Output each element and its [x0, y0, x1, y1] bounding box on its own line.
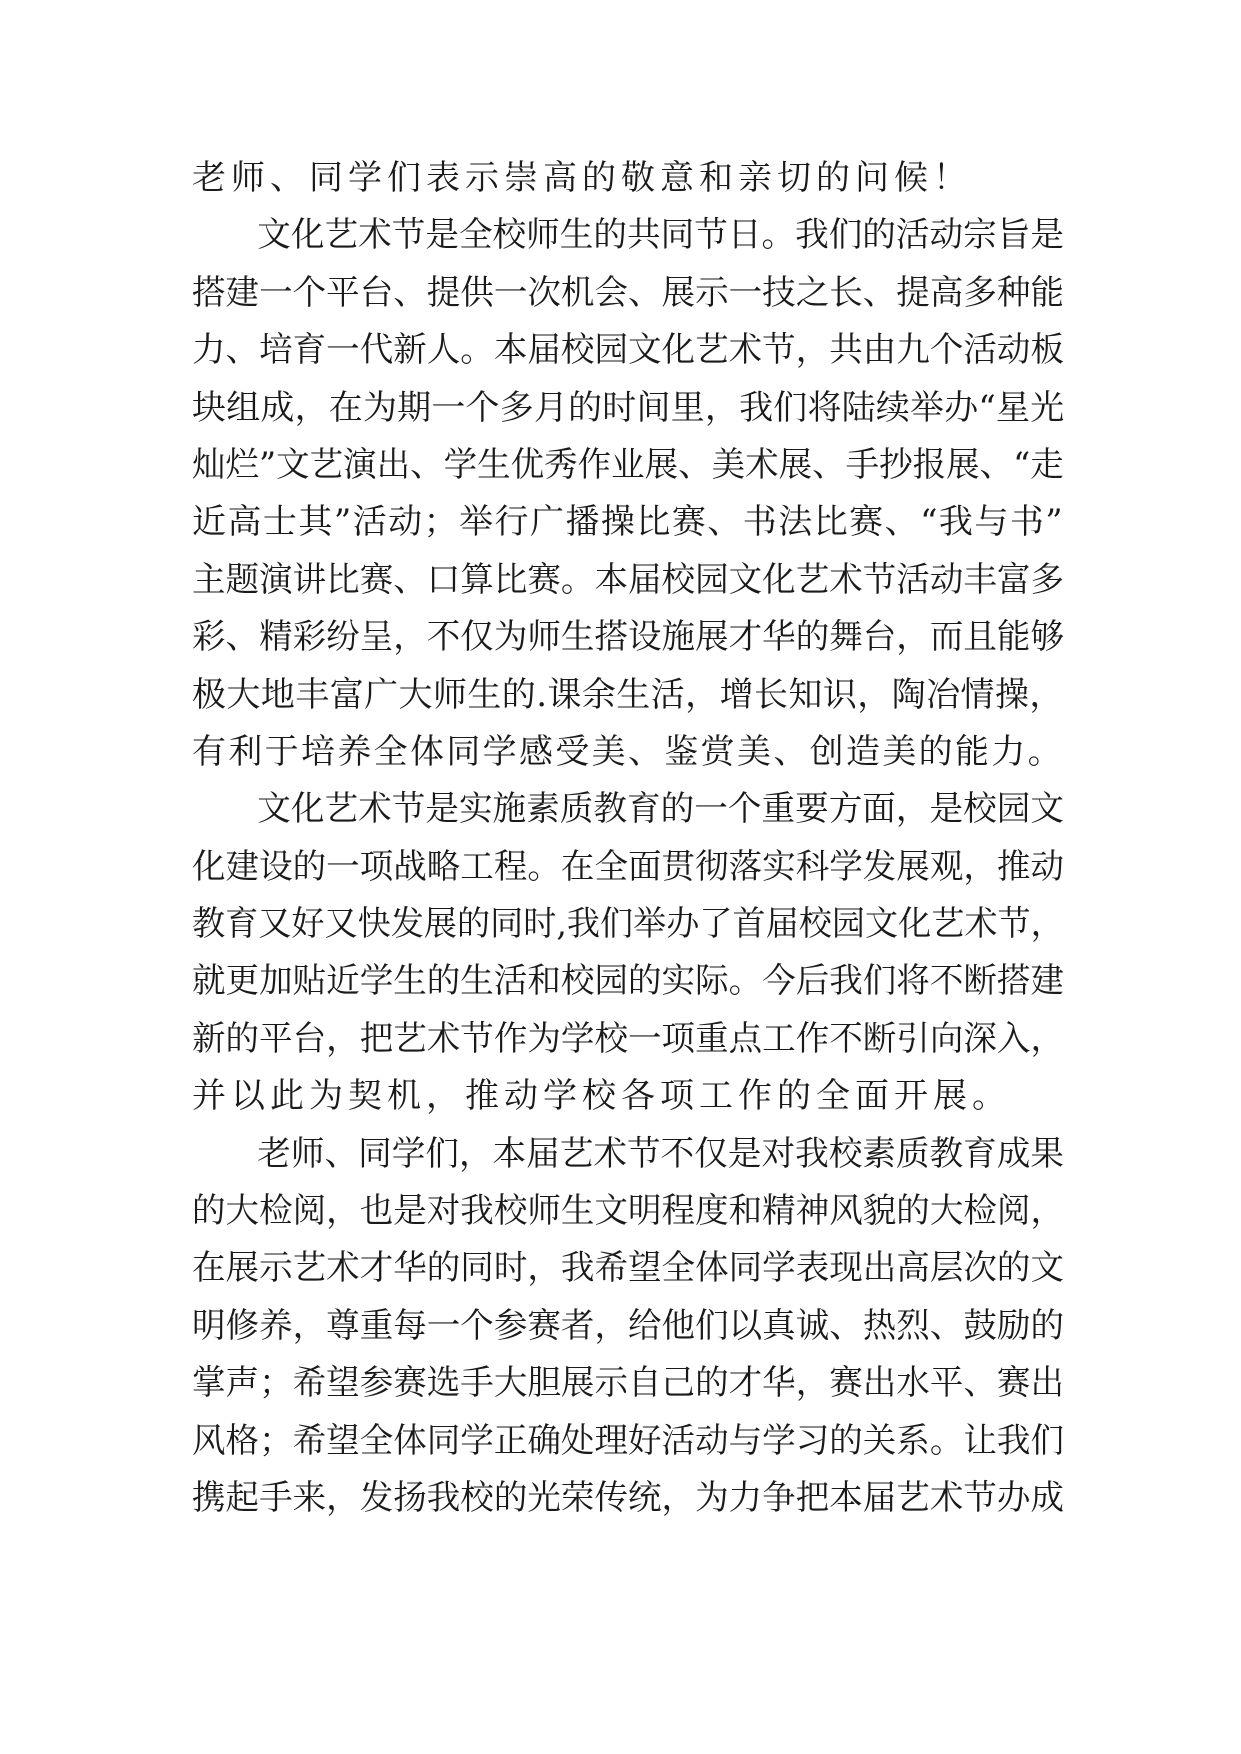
text-line: 新的平台，把艺术节作为学校一项重点工作不断引向深入， [192, 1018, 1064, 1059]
text-line: 就更加贴近学生的生活和校园的实际。今后我们将不断搭建 [192, 961, 1064, 1002]
text-line: 块组成，在为期一个多月的时间里，我们将陆续举办“星光 [192, 387, 1065, 428]
text-line: 化建设的一项战略工程。在全面贯彻落实科学发展观，推动 [192, 846, 1064, 887]
paragraph-first-line: 文化艺术节是全校师生的共同节日。我们的活动宗旨是 [257, 215, 1064, 256]
text-line: 灿烂”文艺演出、学生优秀作业展、美术展、手抄报展、“走 [192, 444, 1064, 485]
text-line: 掌声；希望参赛选手大胆展示自己的才华，赛出水平、赛出 [192, 1363, 1064, 1404]
text-line: 彩、精彩纷呈，不仅为师生搭设施展才华的舞台，而且能够 [192, 617, 1064, 658]
text-line: 近高士其”活动；举行广播操比赛、书法比赛、“我与书” [192, 502, 1065, 543]
paragraph-first-line: 老师、同学们，本届艺术节不仅是对我校素质教育成果 [257, 1133, 1064, 1174]
paragraph-first-line: 文化艺术节是实施素质教育的一个重要方面，是校园文 [257, 789, 1064, 830]
text-line: 有利于培养全体同学感受美、鉴赏美、创造美的能力。 [192, 731, 1064, 772]
text-line: 极大地丰富广大师生的.课余生活，增长知识，陶冶情操， [192, 674, 1064, 715]
text-line: 并以此为契机，推动学校各项工作的全面开展。 [192, 1076, 1011, 1117]
text-line: 的大检阅，也是对我校师生文明程度和精神风貌的大检阅， [192, 1191, 1064, 1232]
text-line: 携起手来，发扬我校的光荣传统，为力争把本届艺术节办成 [192, 1477, 1064, 1518]
text-line: 力、培育一代新人。本届校园文化艺术节，共由九个活动板 [192, 330, 1064, 371]
text-line: 明修养，尊重每一个参赛者，给他们以真诚、热烈、鼓励的 [192, 1305, 1064, 1346]
document-body [192, 150, 1064, 1527]
text-line: 风格；希望全体同学正确处理好活动与学习的关系。让我们 [192, 1420, 1064, 1461]
text-line: 在展示艺术才华的同时，我希望全体同学表现出高层次的文 [192, 1248, 1064, 1289]
text-line: 教育又好又快发展的同时,我们举办了首届校园文化艺术节， [192, 904, 1064, 945]
text-line: 搭建一个平台、提供一次机会、展示一技之长、提高多种能 [192, 272, 1064, 313]
text-line: 主题演讲比赛、口算比赛。本届校园文化艺术节活动丰富多 [192, 559, 1064, 600]
text-line: 老师、同学们表示崇高的敬意和亲切的问候！ [192, 158, 972, 198]
